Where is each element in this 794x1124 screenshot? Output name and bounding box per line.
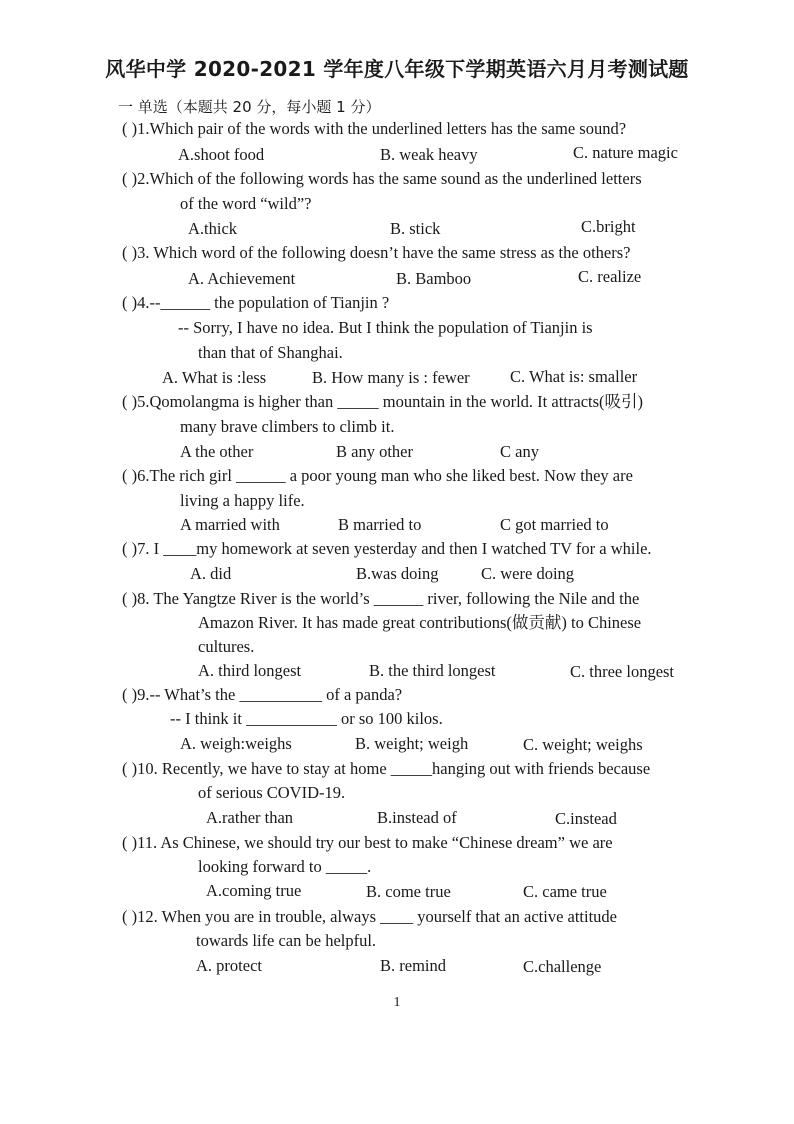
question-6-option-b: B married to — [338, 515, 422, 534]
question-8-option-b: B. the third longest — [369, 661, 496, 680]
question-2-stem: ( )2.Which of the following words has the same sound as the underlined letters — [122, 169, 642, 188]
question-7-option-a: A. did — [190, 564, 232, 583]
question-5-stem: ( )5.Qomolangma is higher than _____ mountain in the world. It attracts(吸引) — [122, 392, 644, 411]
question-9-stem: ( )9.-- What’s the __________ of a panda? — [122, 685, 403, 704]
question-6-stem-cont: living a happy life. — [180, 491, 305, 510]
question-2-stem-cont: of the word “wild”? — [180, 194, 312, 213]
question-4-stem-cont: -- Sorry, I have no idea. But I think the population of Tianjin is — [178, 318, 593, 337]
question-1-option-c: C. nature magic — [573, 143, 678, 162]
question-6-option-a: A married with — [180, 515, 280, 534]
question-11-option-b: B. come true — [366, 882, 451, 901]
question-3-option-b: B. Bamboo — [396, 269, 472, 288]
question-8-option-c: C. three longest — [570, 662, 675, 681]
question-5-option-b: B any other — [336, 442, 413, 461]
question-1-stem: ( )1.Which pair of the words with the underlined letters has the same sound? — [122, 119, 627, 138]
question-3-option-c: C. realize — [578, 267, 642, 286]
question-1-option-a: A.shoot food — [178, 145, 265, 164]
question-4-stem-cont-2: than that of Shanghai. — [198, 343, 343, 362]
question-4-option-c: C. What is: smaller — [510, 367, 638, 386]
question-8-option-a: A. third longest — [198, 661, 302, 680]
question-10-stem-cont: of serious COVID-19. — [198, 783, 346, 802]
question-4-option-a: A. What is :less — [162, 368, 267, 387]
question-10-option-a: A.rather than — [206, 808, 294, 827]
question-12-option-c: C.challenge — [523, 957, 602, 976]
section-heading: 一 单选（本题共 20 分，每小题 1 分） — [118, 98, 381, 116]
page-number: 1 — [393, 995, 401, 1010]
page-title: 风华中学 2020-2021 学年度八年级下学期英语六月月考测试题 — [105, 57, 689, 81]
question-12-option-a: A. protect — [196, 956, 262, 975]
question-5-option-c: C any — [500, 442, 539, 461]
question-3-stem: ( )3. Which word of the following doesn’t have the same stress as the others? — [122, 243, 631, 262]
question-1-option-b: B. weak heavy — [380, 145, 478, 164]
question-8-stem: ( )8. The Yangtze River is the world’s ______ river, following the Nile and the — [122, 589, 640, 608]
question-12-stem-cont: towards life can be helpful. — [196, 931, 377, 950]
question-8-stem-cont: Amazon River. It has made great contributions(做贡献) to Chinese — [198, 613, 642, 632]
question-11-stem: ( )11. As Chinese, we should try our best to make “Chinese dream” we are — [122, 833, 613, 852]
question-2-option-c: C.bright — [581, 217, 636, 236]
question-12-option-b: B. remind — [380, 956, 446, 975]
question-9-option-a: A. weigh:weighs — [180, 734, 292, 753]
question-9-stem-cont: -- I think it ___________ or so 100 kilos. — [170, 709, 443, 728]
question-11-option-a: A.coming true — [206, 881, 302, 900]
question-11-stem-cont: looking forward to _____. — [198, 857, 372, 876]
question-5-stem-cont: many brave climbers to climb it. — [180, 417, 395, 436]
question-10-option-c: C.instead — [555, 809, 617, 828]
question-12-stem: ( )12. When you are in trouble, always ____ yourself that an active attitude — [122, 907, 617, 926]
question-9-option-b: B. weight; weigh — [355, 734, 469, 753]
question-7-option-b: B.was doing — [356, 564, 439, 583]
question-5-option-a: A the other — [180, 442, 254, 461]
question-7-option-c: C. were doing — [481, 564, 575, 583]
question-3-option-a: A. Achievement — [188, 269, 296, 288]
question-4-stem: ( )4.--______ the population of Tianjin ? — [122, 293, 390, 312]
question-8-stem-cont-2: cultures. — [198, 637, 255, 656]
question-4-option-b: B. How many is : fewer — [312, 368, 470, 387]
question-10-stem: ( )10. Recently, we have to stay at home _____hanging out with friends because — [122, 759, 651, 778]
question-6-option-c: C got married to — [500, 515, 609, 534]
question-7-stem: ( )7. I ____my homework at seven yesterday and then I watched TV for a while. — [122, 539, 652, 558]
question-2-option-a: A.thick — [188, 219, 238, 238]
question-6-stem: ( )6.The rich girl ______ a poor young man who she liked best. Now they are — [122, 466, 633, 485]
question-10-option-b: B.instead of — [377, 808, 457, 827]
question-2-option-b: B. stick — [390, 219, 441, 238]
question-11-option-c: C. came true — [523, 882, 607, 901]
question-9-option-c: C. weight; weighs — [523, 735, 643, 754]
